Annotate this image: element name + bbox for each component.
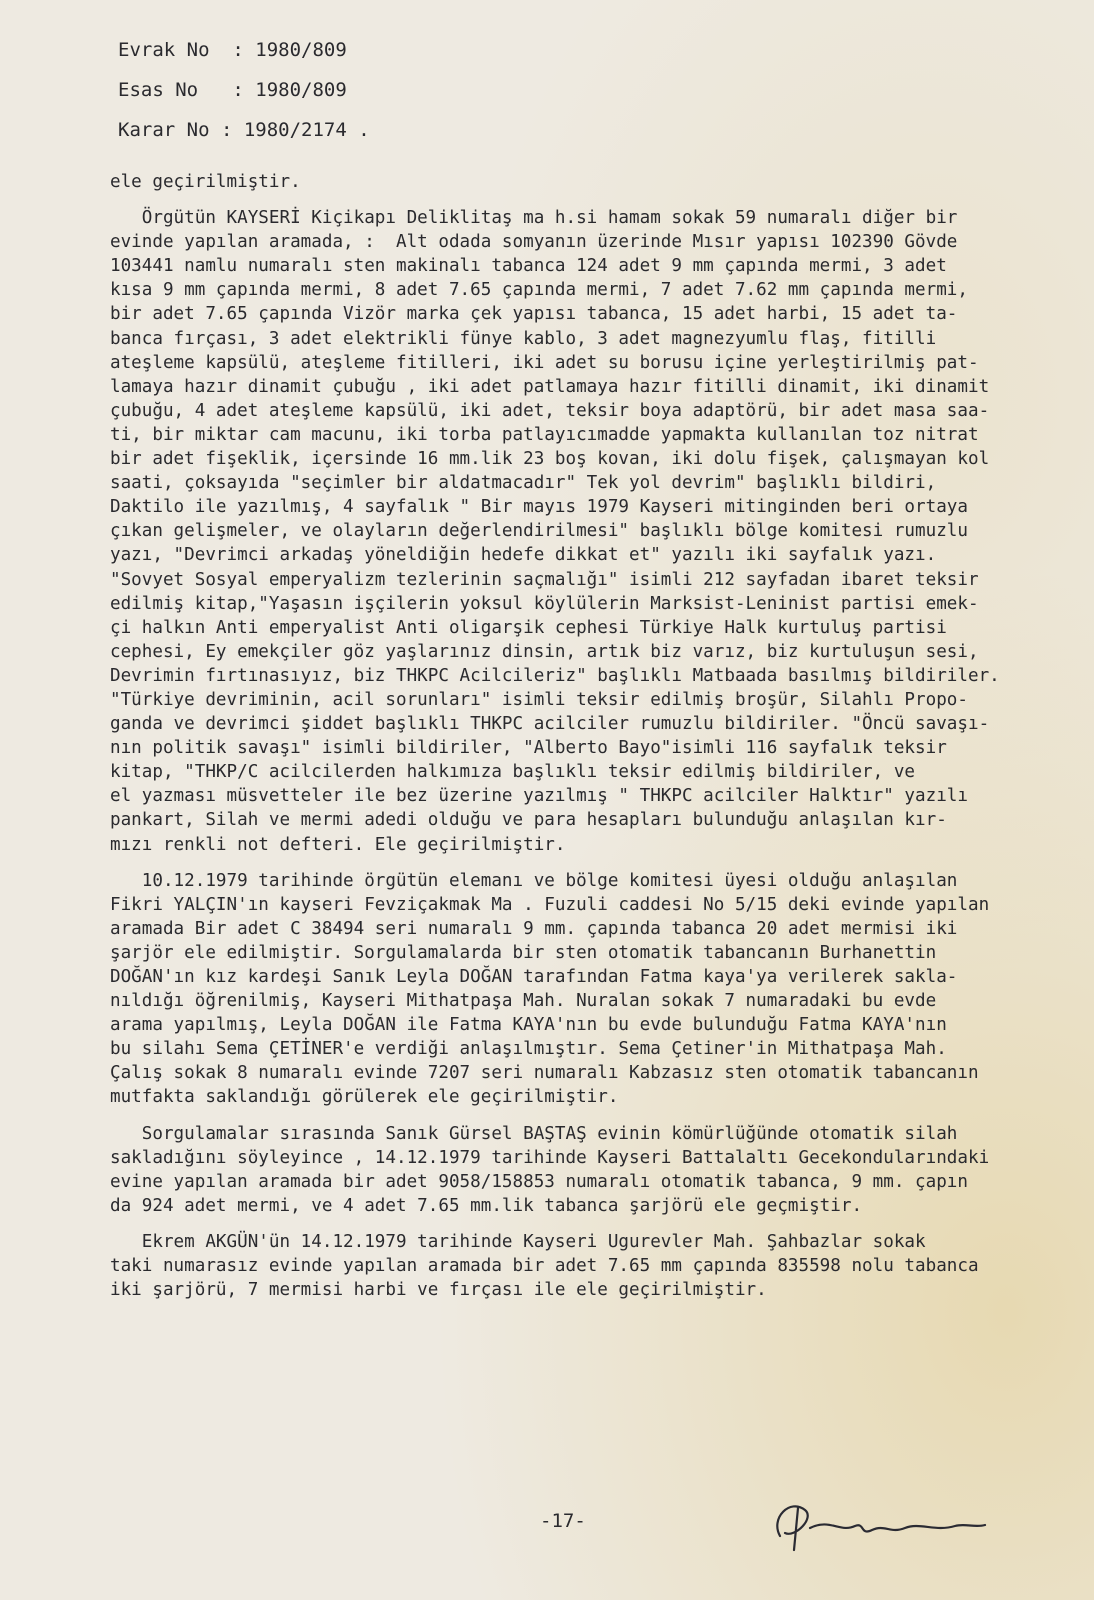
page-number: -17- [540,1510,586,1532]
text-line: mutfakta saklandığı görülerek ele geçirilmiştir. [110,1087,619,1108]
text-line: arama yapılmış, Leyla DOĞAN ile Fatma KAYA'nın bu evde bulunduğu Fatma KAYA'nın [110,1015,947,1036]
document-body [110,170,1065,1302]
text-line: aramada Bir adet C 38494 seri numaralı 9 mm. çapında tabanca 20 adet mermisi iki [110,918,958,939]
text-line: Fikri YALÇIN'ın kayseri Fevziçakmak Ma . Fuzuli caddesi No 5/15 deki evinde yapılan [110,894,990,915]
text-line: bir adet fişeklik, içersinde 16 mm.lik 23 boş kovan, iki dolu fişek, çalışmayan kol [110,449,990,470]
handwritten-signature [760,1488,990,1558]
text-line: DOĞAN'ın kız kardeşi Sanık Leyla DOĞAN tarafından Fatma kaya'ya verilerek sakla- [110,967,958,987]
evrak-number: Evrak No : 1980/809 [118,39,347,61]
text-line: da 924 adet mermi, ve 4 adet 7.65 mm.lik tabanca şarjörü ele geçmiştir. [110,1195,863,1216]
text-line: evinde yapılan aramada, : Alt odada somyanın üzerinde Mısır yapısı 102390 Gövde [110,232,958,253]
text-line: taki numarasız evinde yapılan aramada bir adet 7.65 mm çapında 835598 nolu tabanca [110,1256,979,1277]
text-line: Sorgulamalar sırasında Sanık Gürsel BAŞTAŞ evinin kömürlüğünde otomatik silah [110,1123,958,1144]
text-line: ele geçirilmiştir. [110,172,301,192]
text-line: mızı renkli not defteri. Ele geçirilmiştir. [110,834,566,855]
paragraph [110,206,1065,857]
text-line: 10.12.1979 tarihinde örgütün elemanı ve bölge komitesi üyesi olduğu anlaşılan [110,870,958,891]
text-line: kısa 9 mm çapında mermi, 8 adet 7.65 çapında mermi, 7 adet 7.62 mm çapında mermi, [110,280,968,301]
text-line: nıldığı öğrenilmiş, Kayseri Mithatpaşa Mah. Nuralan sokak 7 numaradaki bu evde [110,991,937,1012]
text-line: Çalış sokak 8 numaralı evinde 7207 seri numaralı Kabzasız sten otomatik tabancanın [110,1063,979,1084]
text-line: bu silahı Sema ÇETİNER'e verdiği anlaşılmıştır. Sema Çetiner'in Mithatpaşa Mah. [110,1039,947,1060]
text-line: Örgütün KAYSERİ Kiçikapı Deliklitaş ma h.si hamam sokak 59 numaralı diğer bir [110,208,958,229]
text-line: "Türkiye devriminin, acil sorunları" isimli teksir edilmiş broşür, Silahlı Propo- [110,689,968,710]
text-line: çubuğu, 4 adet ateşleme kapsülü, iki adet, teksir boya adaptörü, bir adet masa saa- [110,400,990,421]
text-line: Devrimin fırtınasıyız, biz THKPC Acilcileriz" başlıklı Matbaada basılmış bildiriler. [110,665,1000,686]
text-line: kitap, "THKP/C acilcilerden halkımıza başlıklı teksir edilmiş bildiriler, ve [110,762,916,783]
text-line: evine yapılan aramada bir adet 9058/158853 numaralı otomatik tabanca, 9 mm. çapın [110,1171,968,1192]
text-line: iki şarjörü, 7 mermisi harbi ve fırçası ile ele geçirilmiştir. [110,1280,767,1301]
paragraph [110,869,1065,1110]
text-line: Daktilo ile yazılmış, 4 sayfalık " Bir mayıs 1979 Kayseri mitinginden beri ortaya [110,497,968,518]
text-line: cephesi, Ey emekçiler göz yaşlarınız dinsin, artık biz varız, biz kurtuluşun sesi, [110,641,979,662]
text-line: şarjör ele edilmiştir. Sorgulamalarda bir sten otomatik tabancanın Burhanettin [110,942,937,963]
text-line: ganda ve devrimci şiddet başlıklı THKPC acilciler rumuzlu bildiriler. "Öncü savaşı- [110,714,990,735]
paragraph [110,170,1065,194]
text-line: bir adet 7.65 çapında Vizör marka çek yapısı tabanca, 15 adet harbi, 15 adet ta- [110,304,958,325]
text-line: edilmiş kitap,"Yaşasın işçilerin yoksul köylülerin Marksist-Leninist partisi emek- [110,593,979,614]
text-line: saati, çoksayıda "seçimler bir aldatmacadır" Tek yol devrim" başlıklı bildiri, [110,473,937,494]
text-line: yazı, "Devrimci arkadaş yöneldiğin hedefe dikkat et" yazılı iki sayfalık yazı. [110,545,937,566]
text-line: nın politik savaşı" isimli bildiriler, "Alberto Bayo"isimli 116 sayfalık teksir [110,738,947,759]
paragraph [110,1122,1065,1218]
text-line: banca fırçası, 3 adet elektrikli fünye kablo, 3 adet magnezyumlu flaş, fitilli [110,328,937,349]
document-header [118,30,370,150]
text-line: el yazması müsvetteler ile bez üzerine yazılmış " THKPC acilciler Halktır" yazılı [110,786,968,807]
text-line: "Sovyet Sosyal emperyalizm tezlerinin saçmalığı" isimli 212 sayfadan ibaret teksir [110,569,979,590]
text-line: 103441 namlu numaralı sten makinalı tabanca 124 adet 9 mm çapında mermi, 3 adet [110,256,947,277]
text-line: çıkan gelişmeler, ve olayların değerlendirilmesi" başlıklı bölge komitesi rumuzlu [110,521,968,542]
paragraph [110,1230,1065,1302]
esas-number: Esas No : 1980/809 [118,79,347,101]
text-line: çi halkın Anti emperyalist Anti oligarşik cephesi Türkiye Halk kurtuluş partisi [110,617,947,638]
karar-number: Karar No : 1980/2174 . [118,119,370,141]
text-line: sakladığını söyleyince , 14.12.1979 tarihinde Kayseri Battalaltı Gecekondularındaki [110,1147,990,1168]
text-line: ateşleme kapsülü, ateşleme fitilleri, iki adet su borusu içine yerleştirilmiş pat- [110,352,979,373]
text-line: Ekrem AKGÜN'ün 14.12.1979 tarihinde Kayseri Ugurevler Mah. Şahbazlar sokak [110,1231,926,1252]
text-line: pankart, Silah ve mermi adedi olduğu ve para hesapları bulunduğu anlaşılan kır- [110,810,947,831]
text-line: ti, bir miktar cam macunu, iki torba patlayıcımadde yapmakta kullanılan toz nitrat [110,424,979,445]
text-line: lamaya hazır dinamit çubuğu , iki adet patlamaya hazır fitilli dinamit, iki dinamit [110,376,990,397]
